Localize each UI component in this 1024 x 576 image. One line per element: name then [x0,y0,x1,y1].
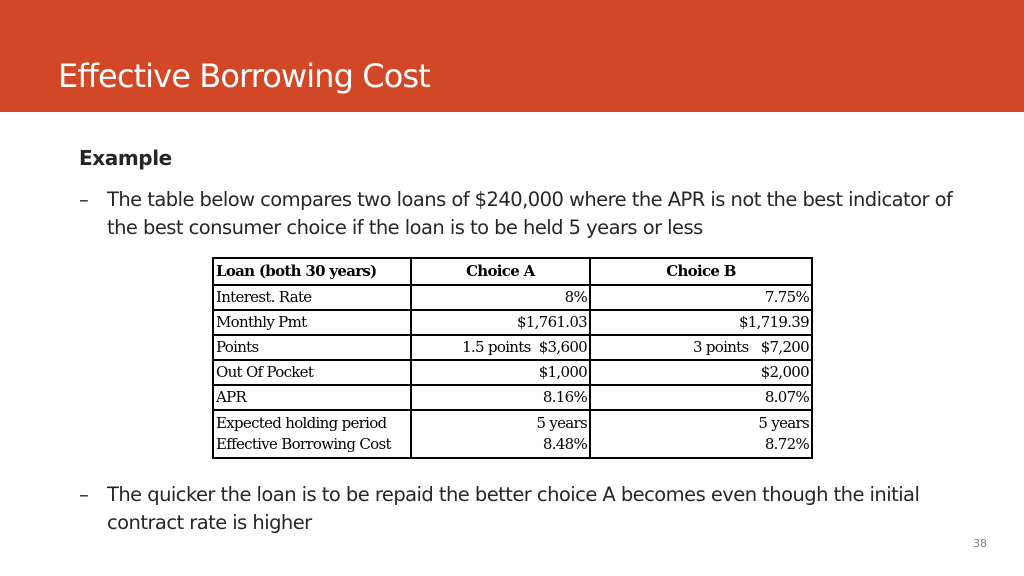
table-row [213,360,812,385]
page-number: 38 [973,537,987,550]
choice-a-value: 8% [411,285,590,310]
table-row [213,285,812,310]
table-header-choice-b: Choice B [590,258,812,285]
choice-a-effective-cost: 8.48% [542,435,588,453]
row-label: Out Of Pocket [213,360,411,385]
choice-a-holding-period: 5 years [536,414,588,432]
row-label-effective-cost: Effective Borrowing Cost [216,435,391,453]
table-header-row [213,258,812,285]
bullet-item [79,481,959,537]
table-row-combined [213,410,812,458]
bullet-dash: – [79,483,89,506]
table-header-choice-a: Choice A [411,258,590,285]
row-label: APR [213,385,411,410]
choice-a-combined [411,410,590,458]
choice-b-combined [590,410,812,458]
choice-a-value: 8.16% [411,385,590,410]
slide-title: Effective Borrowing Cost [58,57,430,95]
table-row [213,385,812,410]
bullet-item [79,186,959,242]
choice-b-value: 7.75% [590,285,812,310]
row-label: Interest. Rate [213,285,411,310]
bullet-text: The table below compares two loans of $240,000 where the APR is not the best indicator of the best consumer choice if the loan is to be held 5 years or less [107,188,953,239]
table-row [213,310,812,335]
bullet-text: The quicker the loan is to be repaid the better choice A becomes even though the initial contract rate is higher [107,483,920,534]
row-label-holding-period: Expected holding period [216,414,387,432]
section-heading: Example [79,146,172,170]
table-header-loan: Loan (both 30 years) [213,258,411,285]
choice-b-value: $2,000 [590,360,812,385]
choice-a-value: $1,000 [411,360,590,385]
bullet-dash: – [79,188,89,211]
title-bar [0,0,1024,112]
row-label: Points [213,335,411,360]
choice-a-value: 1.5 points $3,600 [411,335,590,360]
row-label-combined [213,410,411,458]
choice-b-value: 3 points $7,200 [590,335,812,360]
table-row [213,335,812,360]
row-label: Monthly Pmt [213,310,411,335]
choice-b-value: 8.07% [590,385,812,410]
choice-b-effective-cost: 8.72% [764,435,809,453]
choice-b-value: $1,719.39 [590,310,812,335]
choice-b-holding-period: 5 years [758,414,809,432]
choice-a-value: $1,761.03 [411,310,590,335]
loan-comparison-table [212,257,813,459]
